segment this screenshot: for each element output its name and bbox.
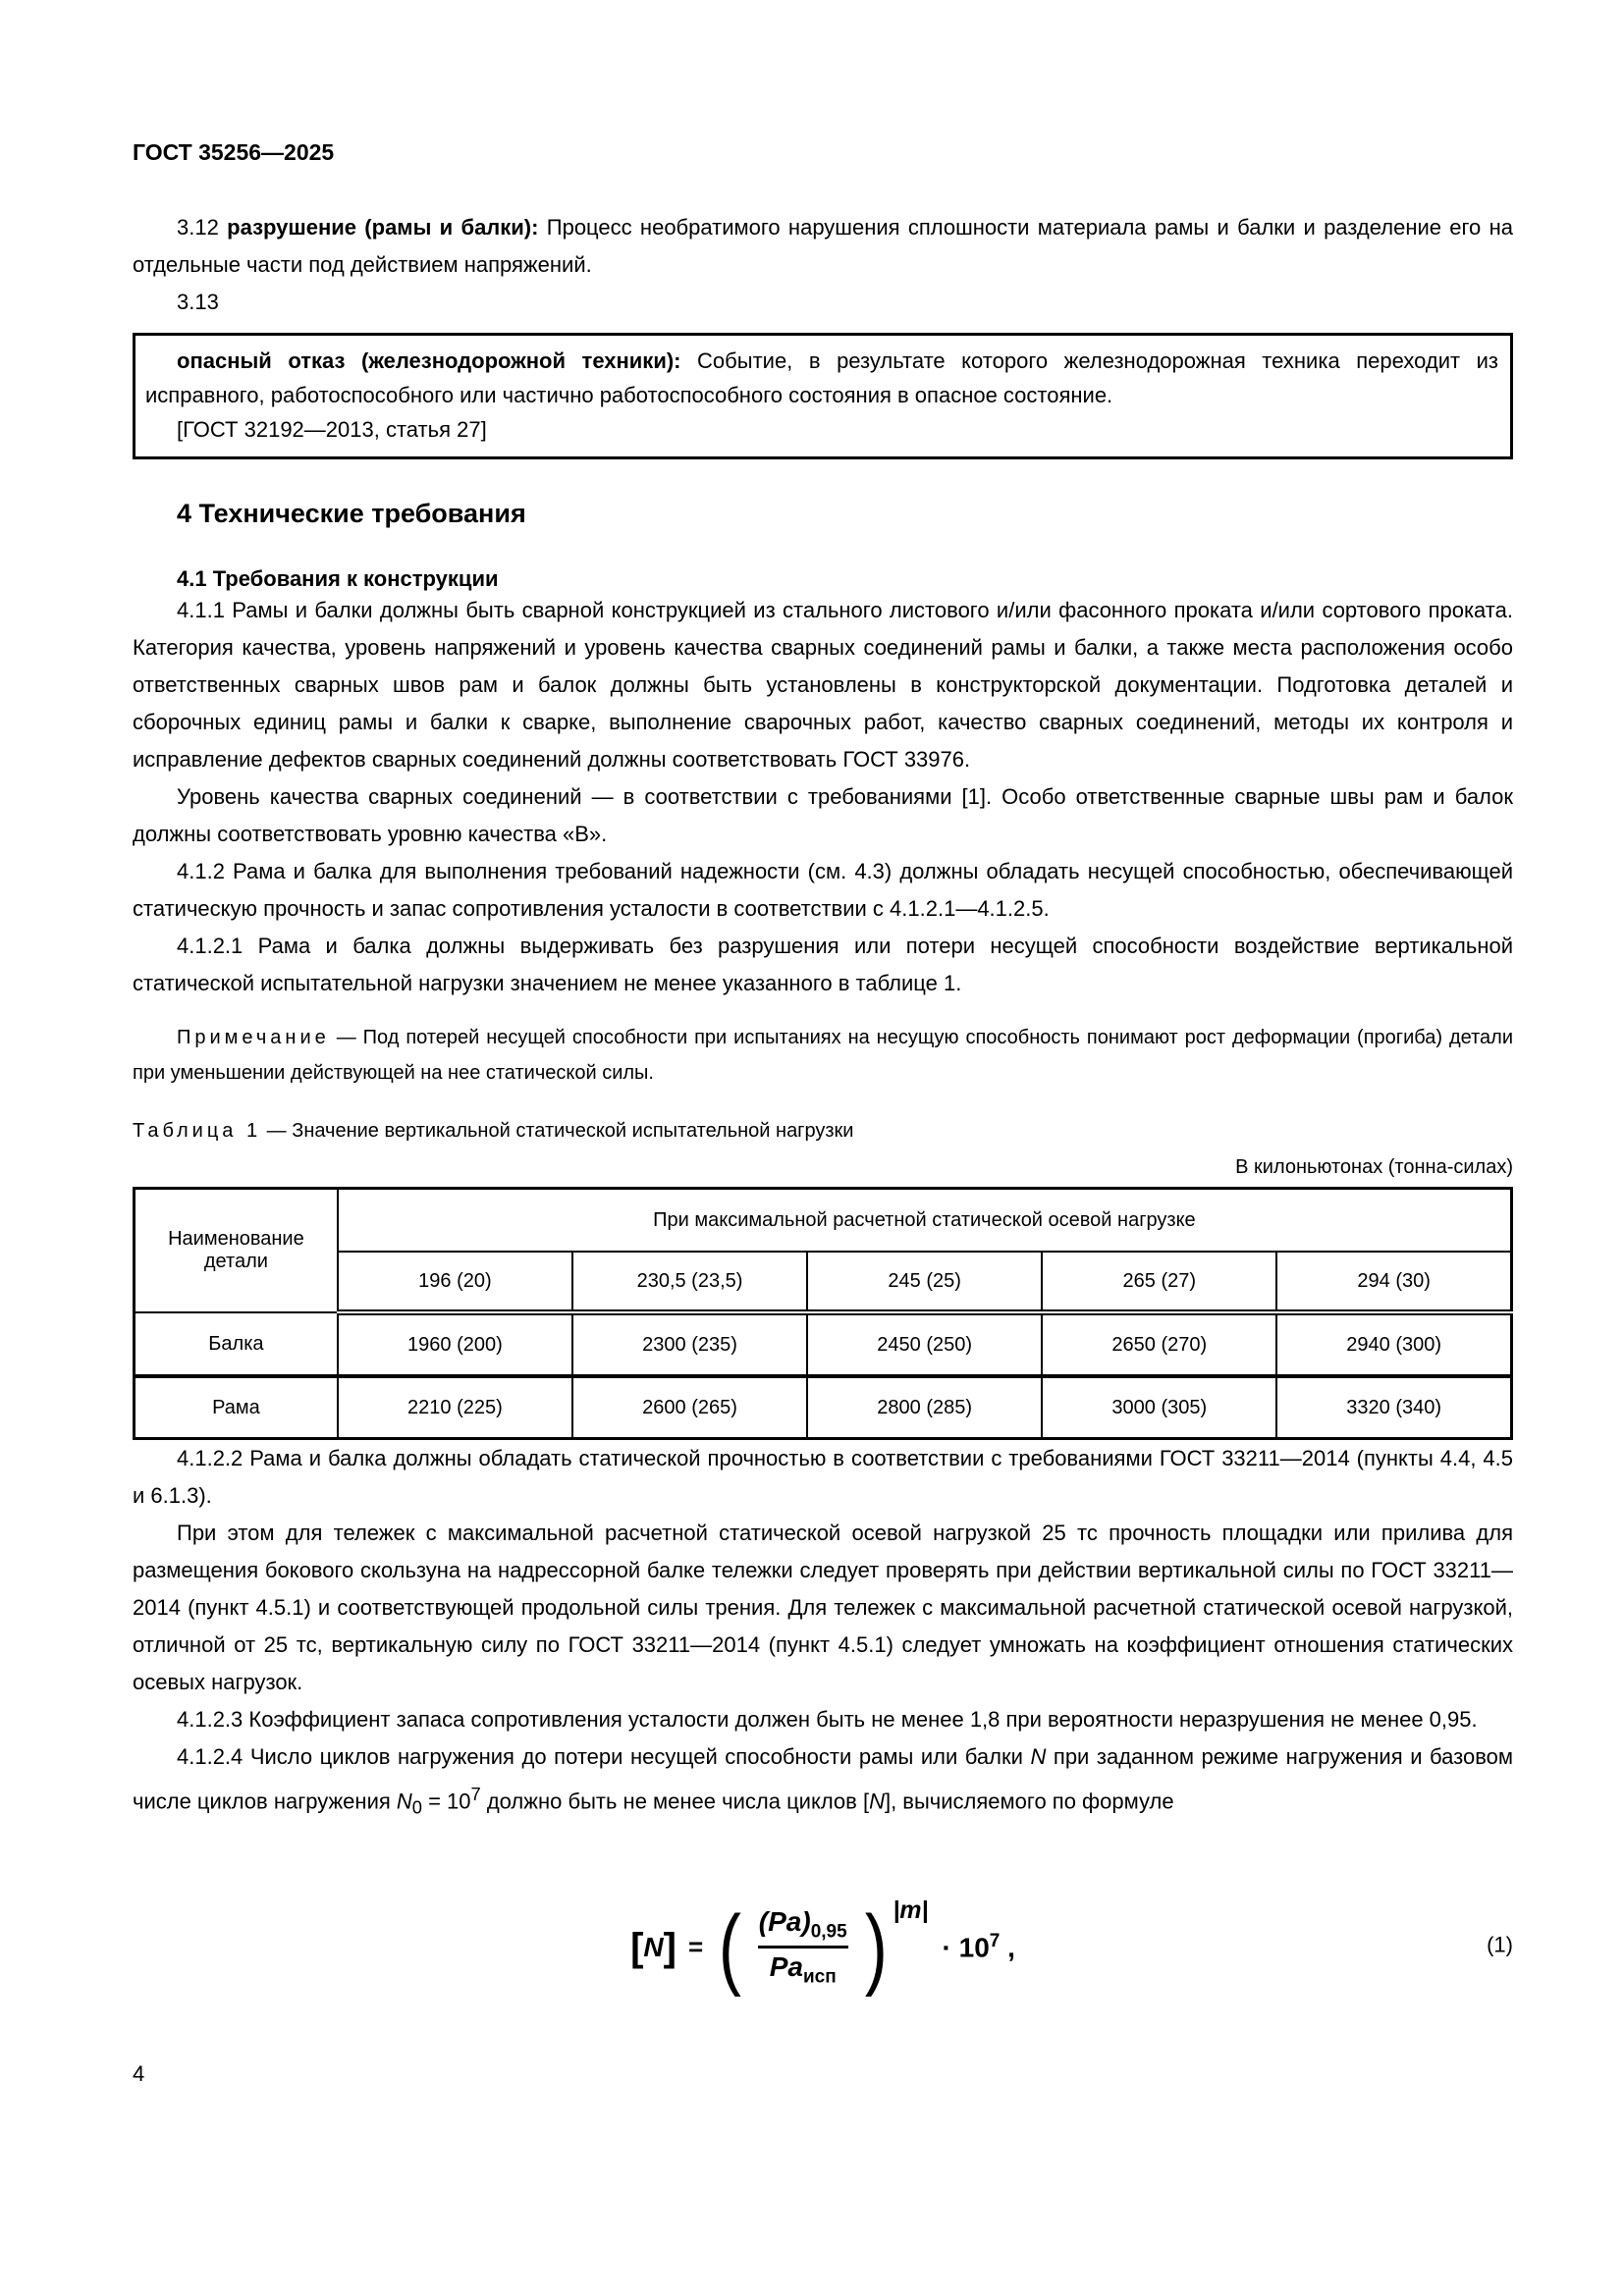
value-cell: 1960 (200) [338, 1312, 572, 1376]
note-text: Под потерей несущей способности при испытаниях на несущую способность понимают рост деформации (прогиба) детали при уменьшении действующей на нее статической силы. [133, 1027, 1514, 1084]
table-header-load: 265 (27) [1042, 1252, 1276, 1312]
formula-expression [630, 1896, 1015, 1998]
quote-source: [ГОСТ 32192—2013, статья 27] [177, 417, 487, 442]
clause-4-1-2-4 [133, 1738, 1513, 1827]
numerator-subscript: 0,95 [810, 1921, 847, 1943]
clause-4-1-2-1: 4.1.2.1 Рама и балка должны выдерживать без разрушения или потери несущей способности воздействие вертикальной статической испытательной нагрузки значением не менее указанного в таблице 1. [133, 934, 1513, 995]
table-header-load: 230,5 (23,5) [572, 1252, 807, 1312]
clause-text: 4.1.2.4 Число циклов нагружения до потери несущей способности рамы или балки [177, 1744, 1031, 1769]
bracket-open: [ [630, 1925, 644, 1969]
table-caption-dash: — [266, 1120, 287, 1142]
fraction-denominator [758, 1946, 848, 1992]
clause-3-12 [133, 209, 1513, 284]
defined-term: опасный отказ (железнодорожной техники): [177, 348, 681, 373]
table-row [135, 1312, 1512, 1376]
value-cell: 3000 (305) [1042, 1376, 1276, 1439]
table-row [135, 1376, 1512, 1439]
value-cell: 2600 (265) [572, 1376, 807, 1439]
value-cell: 2210 (225) [338, 1376, 572, 1439]
clause-text: = 10 [421, 1789, 471, 1814]
value-cell: 2940 (300) [1276, 1312, 1511, 1376]
variable-N: N [643, 1931, 664, 1962]
subscript-0: 0 [411, 1796, 422, 1818]
clause-4-1-2-2: 4.1.2.2 Рама и балка должны обладать статической прочностью в соответствии с требованиями ГОСТ 33211—2014 (пункты 4.4, 4.5 и 6.1.3). [133, 1446, 1513, 1508]
multiplier-exponent: 7 [989, 1931, 1001, 1952]
variable-N: N [1030, 1744, 1047, 1769]
table-header-load: 245 (25) [807, 1252, 1042, 1312]
table-header-name: Наименование детали [135, 1189, 338, 1313]
table-header-load: 294 (30) [1276, 1252, 1511, 1312]
clause-text: ], вычисляемого по формуле [884, 1789, 1174, 1814]
value-cell: 2800 (285) [807, 1376, 1042, 1439]
quote-text: Событие, в результате которого железнодорожная техника переходит из исправного, работоспособного или частично работоспособного состояния в опасное состояние. [145, 348, 1498, 407]
quote-definition [145, 344, 1498, 412]
equals-sign: = [687, 1932, 704, 1962]
formula-tail [943, 1931, 1015, 1963]
value-cell: 3320 (340) [1276, 1376, 1511, 1439]
row-name-cell: Рама [135, 1376, 338, 1439]
quoted-definition-box [133, 333, 1513, 459]
fraction [747, 1903, 859, 1992]
table-caption-label: Таблица 1 [133, 1120, 262, 1142]
note-label: Примечание [177, 1027, 330, 1048]
value-cell: 2650 (270) [1042, 1312, 1276, 1376]
table-1 [133, 1187, 1513, 1440]
table-header-load: 196 (20) [338, 1252, 572, 1312]
formula-comma: , [1000, 1932, 1015, 1963]
denominator-subscript: исп [802, 1966, 837, 1988]
exponent-m: |m| [893, 1896, 929, 1924]
clause-text: должно быть не менее числа циклов [ [480, 1789, 870, 1814]
superscript-7: 7 [470, 1784, 481, 1804]
clause-text: при заданном режиме нагружения и базовом числе циклов нагружения [133, 1744, 1514, 1814]
paren-open: ( [718, 1896, 741, 1998]
paren-close: ) [864, 1896, 888, 1998]
clause-4-1-2-2-cont: При этом для тележек с максимальной расчетной статической осевой нагрузкой 25 тс прочность площадки или прилива для размещения бокового скользуна на надрессорной балке тележки следует проверять при действии вертикальной силы по ГОСТ 33211—2014 (пункт 4.5.1) и соответствующей продольной силы трения. Для тележек с максимальной расчетной статической осевой нагрузкой, отличной от 25 тс, вертикальную силу по ГОСТ 33211—2014 (пункт 4.5.1) следует умножать на коэффициент отношения статических осевых нагрузок. [133, 1521, 1513, 1694]
fraction-numerator [747, 1903, 859, 1947]
multiplier: · 10 [942, 1932, 990, 1963]
numerator-base: (Pa) [758, 1905, 811, 1937]
defined-term: разрушение (рамы и балки): [227, 215, 539, 240]
formula-1-block [133, 1874, 1513, 2021]
page-number: 4 [133, 2061, 145, 2086]
variable-N: N [869, 1789, 885, 1814]
section-4-heading: 4 Технические требования [177, 499, 526, 528]
row-name-cell: Балка [135, 1312, 338, 1376]
bracket-close: ] [663, 1925, 677, 1969]
formula-lhs [630, 1925, 677, 1969]
clause-4-1-1-cont: Уровень качества сварных соединений — в соответствии с требованиями [1]. Особо ответственные сварные швы рам и балок должны соответствовать уровню качества «В». [133, 784, 1513, 846]
table-caption [133, 1120, 1513, 1143]
clause-number: 3.12 [177, 215, 219, 240]
note-block [133, 1020, 1513, 1091]
table-unit-note: В килоньютонах (тонна-силах) [1235, 1156, 1513, 1178]
clause-4-1-2-3: 4.1.2.3 Коэффициент запаса сопротивления усталости должен быть не менее 1,8 при вероятности неразрушения не менее 0,95. [177, 1707, 1478, 1732]
denominator-base: Pa [769, 1951, 803, 1983]
note-dash: — [336, 1027, 356, 1048]
value-cell: 2450 (250) [807, 1312, 1042, 1376]
value-cell: 2300 (235) [572, 1312, 807, 1376]
clause-text: Процесс необратимого нарушения сплошности материала рамы и балки и разделение его на отдельные части под действием напряжений. [133, 215, 1513, 277]
clause-4-1-2: 4.1.2 Рама и балка для выполнения требований надежности (см. 4.3) должны обладать несущей способностью, обеспечивающей статическую прочность и запас сопротивления усталости в соответствии с 4.1.2.1—4.1.2.5. [133, 859, 1513, 921]
table-header-span: При максимальной расчетной статической осевой нагрузке [338, 1189, 1512, 1253]
variable-N0: N [396, 1789, 412, 1814]
section-4-1-heading: 4.1 Требования к конструкции [177, 566, 499, 591]
formula-number: (1) [1487, 1932, 1513, 1957]
table-caption-text: Значение вертикальной статической испытательной нагрузки [292, 1120, 854, 1142]
document-code: ГОСТ 35256—2025 [133, 139, 335, 165]
clause-3-13-number: 3.13 [177, 290, 219, 314]
page-content [133, 139, 1513, 2021]
clause-4-1-1: 4.1.1 Рамы и балки должны быть сварной конструкцией из стального листового и/или фасонного проката и/или сортового проката. Категория качества, уровень напряжений и уровень качества сварных соединений рамы и балки, а также места расположения особо ответственных сварных швов рам и балок должны быть установлены в конструкторской документации. Подготовка деталей и сборочных единиц рамы и балки к сварке, выполнение сварочных работ, качество сварных соединений, методы их контроля и исправление дефектов сварных соединений должны соответствовать ГОСТ 33976. [133, 598, 1513, 772]
